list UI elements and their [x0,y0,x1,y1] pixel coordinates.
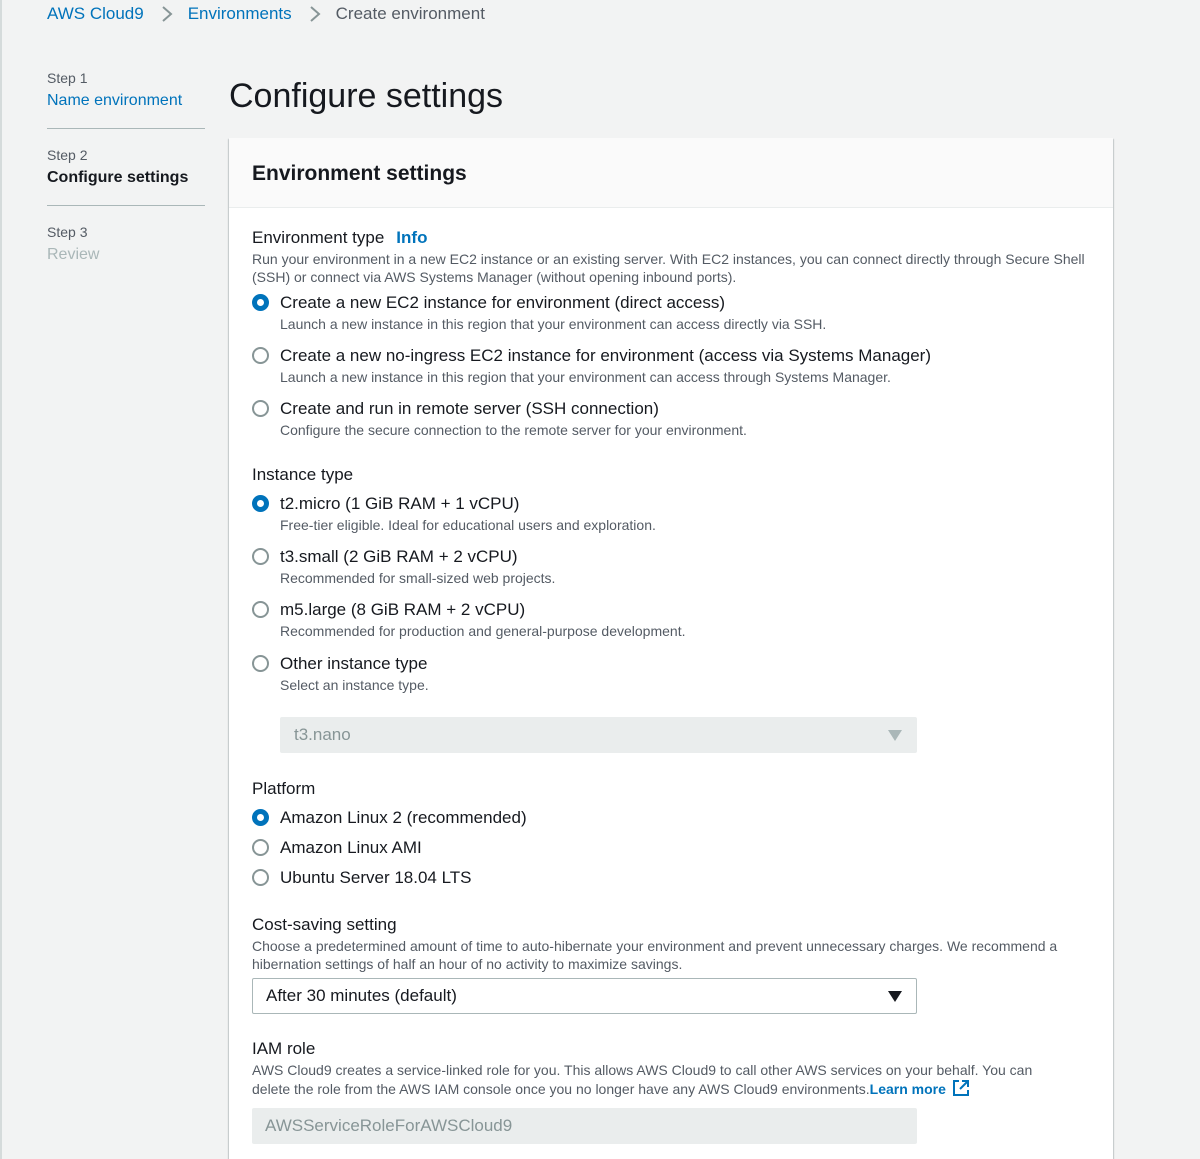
option-label: Amazon Linux AMI [280,838,422,857]
radio-env-no-ingress[interactable] [252,347,269,364]
learn-more-link[interactable]: Learn more [869,1081,946,1097]
iam-role-value: AWSServiceRoleForAWSCloud9 [265,1116,513,1135]
radio-t3-small[interactable] [252,548,269,565]
iam-role-description [252,1061,1102,1098]
iam-role-description-line2-text: delete the role from the AWS IAM console once you no longer have any AWS Cloud9 environments. [252,1081,870,1097]
option-label: Ubuntu Server 18.04 LTS [280,868,472,887]
chevron-right-icon [158,5,176,23]
option-label: t3.small (2 GiB RAM + 2 vCPU) [280,547,518,566]
option-label: t2.micro (1 GiB RAM + 1 vCPU) [280,494,520,513]
step-2 [47,145,205,206]
radio-env-direct-access[interactable] [252,294,269,311]
option-description: Free-tier eligible. Ideal for educational users and exploration. [280,517,656,533]
option-label: Amazon Linux 2 (recommended) [280,808,527,827]
other-instance-type-select[interactable] [280,717,917,753]
wizard-steps [47,68,205,298]
radio-t2-micro[interactable] [252,495,269,512]
step-3 [47,222,205,282]
option-description: Recommended for production and general-purpose development. [280,623,686,639]
step-number: Step 1 [47,70,88,86]
left-border [0,0,2,1159]
option-description: Recommended for small-sized web projects. [280,570,556,586]
env-type-label-text: Environment type [252,228,385,247]
env-type-label [252,227,427,249]
cost-saving-select[interactable] [252,978,917,1014]
panel-title: Environment settings [252,162,467,185]
instance-type-label: Instance type [252,465,354,484]
chevron-right-icon [306,5,324,23]
cost-saving-label: Cost-saving setting [252,915,397,934]
radio-amazon-linux-2[interactable] [252,809,269,826]
option-description: Launch a new instance in this region that your environment can access directly via SSH. [280,316,827,332]
radio-env-remote-ssh[interactable] [252,400,269,417]
step-link-name-environment[interactable]: Name environment [47,92,183,109]
external-link-icon[interactable] [952,1079,970,1097]
option-description: Select an instance type. [280,677,429,693]
caret-down-icon [888,991,902,1002]
platform-label: Platform [252,779,316,798]
radio-m5-large[interactable] [252,601,269,618]
step-number: Step 2 [47,147,88,163]
select-value: t3.nano [294,725,351,744]
radio-other-instance[interactable] [252,655,269,672]
step-review-disabled: Review [47,246,100,263]
info-link[interactable]: Info [396,228,428,247]
step-current-configure-settings: Configure settings [47,169,189,186]
option-label: Create a new EC2 instance for environment (direct access) [280,293,726,312]
breadcrumb-environments[interactable]: Environments [187,4,292,23]
select-value: After 30 minutes (default) [266,986,457,1005]
page-title: Configure settings [229,77,504,115]
option-label: Create and run in remote server (SSH connection) [280,399,659,418]
env-type-description: Run your environment in a new EC2 instance or an existing server. With EC2 instances, you can connect directly through Secure Shell (SSH) or connect via AWS Systems Manager (without opening inbound ports). [252,251,1085,285]
option-label: Other instance type [280,654,428,673]
caret-down-icon [888,730,902,741]
step-number: Step 3 [47,224,88,240]
iam-role-description-line1: AWS Cloud9 creates a service-linked role for you. This allows AWS Cloud9 to call other AWS services on your behalf. You can [252,1062,1033,1078]
cost-saving-description: Choose a predetermined amount of time to auto-hibernate your environment and prevent unnecessary charges. We recommend a hibernation settings of half an hour of no activity to maximize savings. [252,938,1058,972]
breadcrumb-current: Create environment [335,4,485,23]
environment-settings-panel [229,138,1113,1159]
panel-header [229,138,1113,208]
option-label: Create a new no-ingress EC2 instance for environment (access via Systems Manager) [280,346,932,365]
option-description: Launch a new instance in this region that your environment can access through Systems Manager. [280,369,891,385]
option-description: Configure the secure connection to the remote server for your environment. [280,422,747,438]
breadcrumb [47,3,485,25]
iam-role-input [252,1108,917,1144]
step-1 [47,68,205,129]
breadcrumb-aws-cloud9[interactable]: AWS Cloud9 [47,4,144,23]
option-label: m5.large (8 GiB RAM + 2 vCPU) [280,600,526,619]
radio-ubuntu-18-04[interactable] [252,869,269,886]
iam-role-description-line2 [252,1079,1102,1098]
iam-role-label: IAM role [252,1039,316,1058]
radio-amazon-linux-ami[interactable] [252,839,269,856]
